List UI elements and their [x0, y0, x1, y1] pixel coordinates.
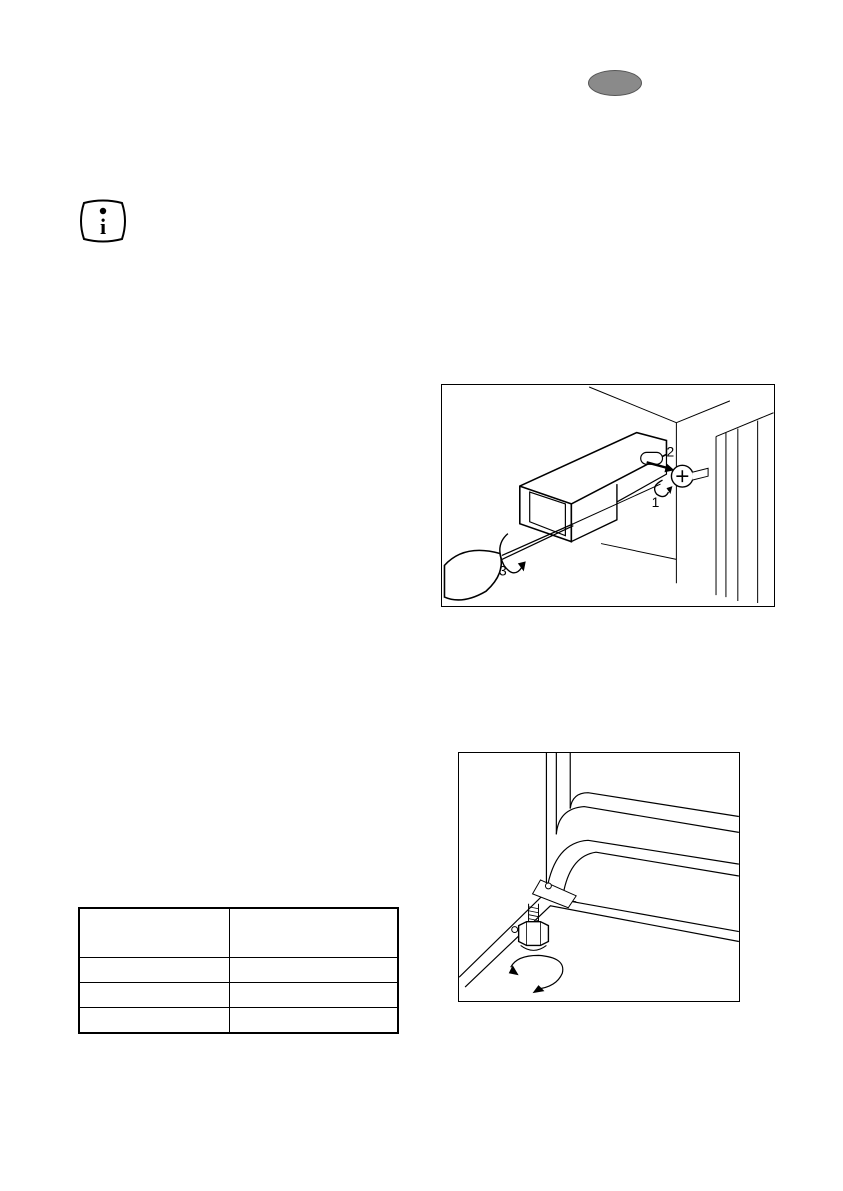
step-label-3: 3 [498, 562, 507, 579]
table-row [79, 983, 398, 1008]
screwdriver-handle-removal-illustration [442, 385, 774, 606]
step-label-2: 2 [666, 443, 675, 460]
table-cell [230, 983, 399, 1008]
step-label-1: 1 [651, 493, 660, 510]
table-cell [79, 1008, 230, 1034]
information-icon [78, 199, 128, 243]
table-header-cell [230, 908, 399, 958]
adjustable-foot-illustration [459, 753, 739, 1001]
table-row [79, 958, 398, 983]
table-cell [230, 1008, 399, 1034]
svg-text:i: i [99, 214, 107, 239]
table-header-cell [79, 908, 230, 958]
table-row [79, 1008, 398, 1034]
table-header-row [79, 908, 398, 958]
climate-class-table [78, 907, 399, 1034]
adjustable-foot-figure [458, 752, 740, 1002]
language-badge [588, 70, 642, 96]
table-cell [79, 983, 230, 1008]
table-cell [79, 958, 230, 983]
table-cell [230, 958, 399, 983]
door-handle-removal-figure [441, 384, 775, 607]
